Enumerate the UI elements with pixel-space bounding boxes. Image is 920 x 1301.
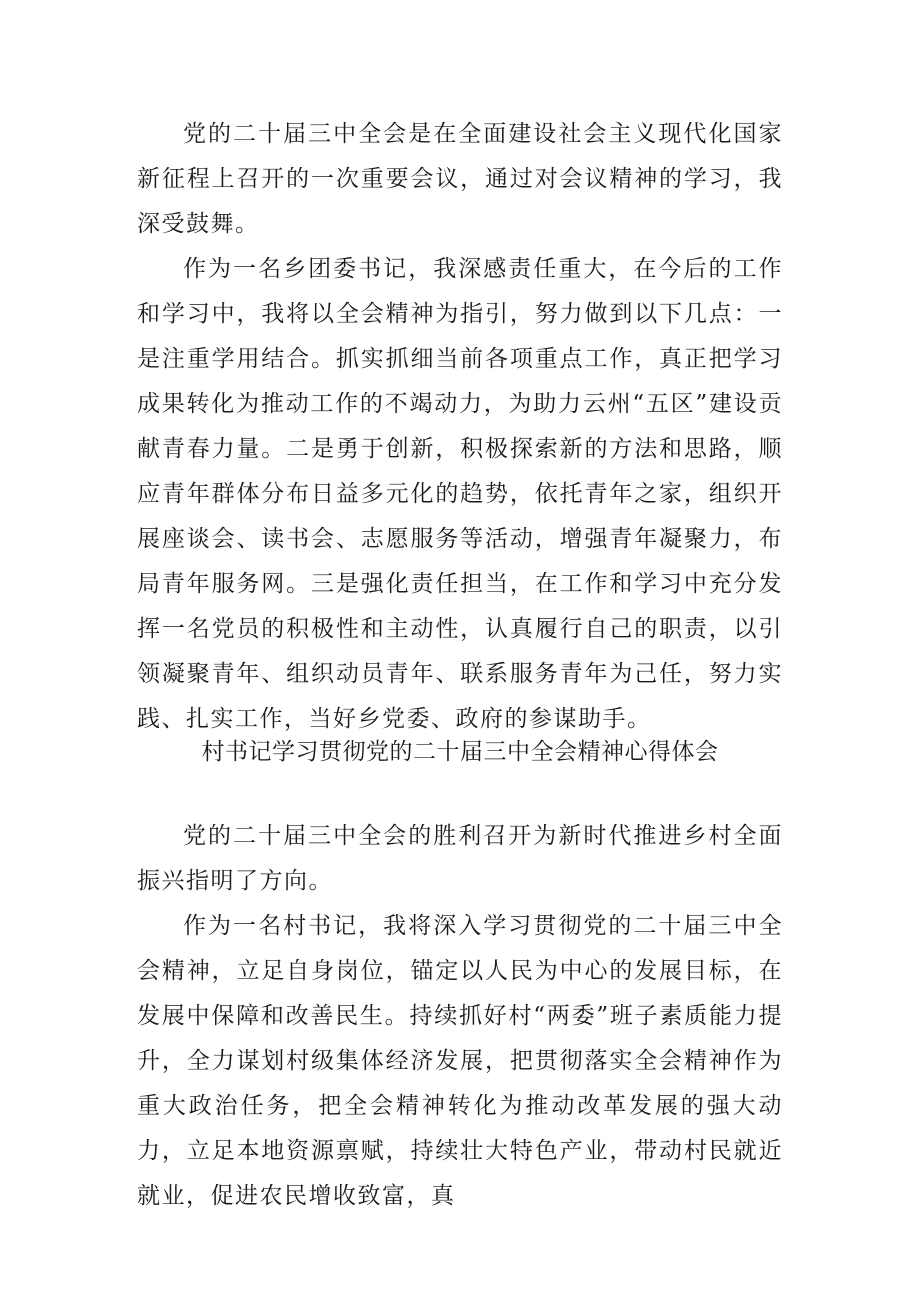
section-1-body bbox=[137, 112, 783, 742]
paragraph: 党的二十届三中全会的胜利召开为新时代推进乡村全面振兴指明了方向。 bbox=[137, 823, 783, 894]
paragraph: 作为一名乡团委书记，我深感责任重大，在今后的工作和学习中，我将以全会精神为指引，努力做到以下几点：一是注重学用结合。抓实抓细当前各项重点工作，真正把学习成果转化为推动工作的不竭动力，为助力云州“五区”建设贡献青春力量。二是勇于创新，积极探索新的方法和思路，顺应青年群体分布日益多元化的趋势，依托青年之家，组织开展座谈会、读书会、志愿服务等活动，增强青年凝聚力，布局青年服务网。三是强化责任担当，在工作和学习中充分发挥一名党员的积极性和主动性，认真履行自己的职责，以引领凝聚青年、组织动员青年、联系服务青年为己任，努力实践、扎实工作，当好乡党委、政府的参谋助手。 bbox=[137, 256, 783, 732]
section-2-title: 村书记学习贯彻党的二十届三中全会精神心得体会 bbox=[201, 739, 719, 765]
section-2-body bbox=[137, 814, 783, 1219]
paragraph: 党的二十届三中全会是在全面建设社会主义现代化国家新征程上召开的一次重要会议，通过对会议精神的学习，我深受鼓舞。 bbox=[137, 121, 783, 237]
paragraph: 作为一名村书记，我将深入学习贯彻党的二十届三中全会精神，立足自身岗位，锚定以人民为中心的发展目标，在发展中保障和改善民生。持续抓好村“两委”班子素质能力提升，全力谋划村级集体经济发展，把贯彻落实全会精神作为重大政治任务，把全会精神转化为推动改革发展的强大动力，立足本地资源禀赋，持续壮大特色产业，带动村民就近就业，促进农民增收致富，真 bbox=[137, 913, 783, 1209]
